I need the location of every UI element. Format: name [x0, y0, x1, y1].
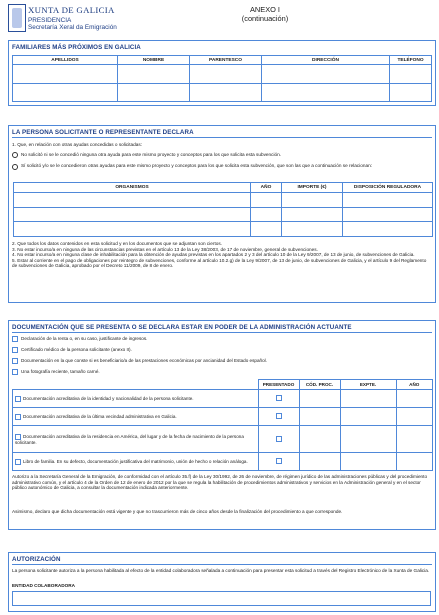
- check-prestaciones[interactable]: [12, 358, 18, 364]
- entidad-label: ENTIDAD COLABORADORA: [12, 583, 76, 588]
- cell-input[interactable]: [396, 408, 433, 426]
- cell-input[interactable]: [251, 207, 282, 222]
- check-fotografia-label: Una fotografía reciente, tamaño carné.: [21, 369, 100, 374]
- col-importe: IMPORTE (€): [282, 183, 343, 193]
- check-renta-label: Declaración de la renta o, en su caso, justificante de ingresos.: [21, 336, 148, 341]
- doc-row-label: Libro de familia. En su defecto, documentación justificativa del matrimonio, unión de hecho o relación análoga.: [23, 458, 248, 464]
- cell-input[interactable]: [118, 83, 190, 102]
- cell-input[interactable]: [396, 426, 433, 453]
- familiares-title: FAMILIARES MÁS PRÓXIMOS EN GALICIA: [12, 44, 141, 51]
- cell-input[interactable]: [14, 193, 251, 208]
- org-name: XUNTA DE GALICIA: [28, 5, 115, 15]
- col-expte: EXPTE.: [340, 380, 396, 390]
- continuacion-label: (continuación): [241, 14, 289, 23]
- doc-row-libro-familia: [13, 453, 259, 471]
- declara-item-2: 2. Que todos los datos contenidos en esta solicitud y en los documentos que se adjuntan son ciertos.: [12, 241, 223, 246]
- opt-si-label: Sí solicitó y/o se le concedieron otras ayudas para este mismo proyecto y conceptos para los que solicita esta subvención, que son las que a continuación se relacionan:: [21, 163, 372, 168]
- documentos-grid: [12, 379, 433, 471]
- radio-no-ayudas[interactable]: [12, 152, 18, 158]
- doc-row-vecindad: [13, 408, 259, 426]
- col-organismos: ORGANISMOS: [14, 183, 251, 193]
- col-cod-proc: CÓD. PROC.: [299, 380, 340, 390]
- cell-input[interactable]: [340, 453, 396, 471]
- autorizo-paragraph: Autorizo a la Secretaría General de la Emigración, de conformidad con el artículo 35.f) de la Ley 30/1992, de 26 de noviembre, de régimen jurídico de las administraciones públicas y del procedimiento administrativo común, y el artículo 4 de la Orden de 12 de enero de 2012 por la que se regula la habilitación de procedimientos administrativos y servicios en la Administración general y en el sector público autonómico de Galicia, a consultar la documentación indicada anteriormente.: [12, 474, 428, 491]
- cell-input[interactable]: [118, 65, 190, 84]
- col-disposicion: DISPOSICIÓN REGULADORA: [343, 183, 433, 193]
- check-certificado-label: Certificado médico de la persona solicitante (anexo II).: [21, 347, 132, 352]
- cell-input[interactable]: [262, 65, 390, 84]
- check-renta[interactable]: [12, 336, 18, 342]
- cell-input[interactable]: [14, 222, 251, 237]
- col-parentesco: PARENTESCO: [190, 56, 262, 65]
- declara-item-5: 5. Estar al corriente en el pago de obligaciones por reintegro de subvenciones, conforme al artículo 10.2.g) de la Ley 9/2007, de 13 de junio, de subvenciones de Galicia, y el artículo 9 del Reglamento de subvenciones de Galicia, aprobado por el Decreto 11/2009, de 8 de enero.: [12, 257, 427, 269]
- col-presentado: PRESENTADO: [258, 380, 299, 390]
- cell-input[interactable]: [13, 65, 118, 84]
- familiares-table: [12, 55, 432, 102]
- check-fotografia[interactable]: [12, 369, 18, 375]
- presidencia-label: PRESIDENCIA: [28, 17, 72, 24]
- col-telefono: TELÉFONO: [390, 56, 432, 65]
- check-prestaciones-label: Documentación en la que conste si es beneficiario/a de las prestaciones económicas por ancianidad del Estado español.: [21, 358, 267, 363]
- autorizacion-text: La persona solicitante autoriza a la persona habilitada al efecto de la entidad colaboradora señalada a continuación para presentar esta solicitud a través del Registro Electrónico de la Xunta de Galicia.: [12, 568, 430, 573]
- doc-row-identidad: [13, 390, 259, 408]
- presentado-checkbox[interactable]: [276, 436, 282, 442]
- documentacion-title: DOCUMENTACIÓN QUE SE PRESENTA O SE DECLARA ESTAR EN PODER DE LA ADMINISTRACIÓN ACTUANTE: [12, 324, 352, 331]
- presentado-checkbox[interactable]: [276, 395, 282, 401]
- xunta-logo: [8, 4, 26, 32]
- doc-row-label: Documentación acreditativa de la identidad y nacionalidad de la persona solicitante.: [23, 395, 194, 401]
- cell-input[interactable]: [340, 390, 396, 408]
- cell-input[interactable]: [262, 83, 390, 102]
- cell-input[interactable]: [299, 408, 340, 426]
- section-autorizacion: [8, 552, 436, 612]
- section-documentacion: [8, 320, 436, 530]
- col-ano: AÑO: [251, 183, 282, 193]
- section-familiares: [8, 40, 436, 106]
- cell-input[interactable]: [299, 426, 340, 453]
- cell-input[interactable]: [340, 408, 396, 426]
- cell-input[interactable]: [282, 207, 343, 222]
- doc-row-checkbox[interactable]: [15, 396, 21, 402]
- opt-no-label: No solicitó ni se le concedió ninguna otra ayuda para este mismo proyecto y conceptos para los que solicita esta subvención.: [21, 152, 282, 157]
- cell-input[interactable]: [190, 65, 262, 84]
- declara-item-3: 3. No estar incurso/a en ninguna de las circunstancias previstas en el artículo 13 de la Ley 38/2003, de 17 de noviembre, general de subvenciones.: [12, 246, 318, 252]
- entidad-colaboradora-field[interactable]: [12, 591, 431, 606]
- declara-title: LA PERSONA SOLICITANTE O REPRESENTANTE DECLARA: [12, 129, 194, 136]
- autorizacion-title: AUTORIZACIÓN: [12, 556, 61, 563]
- col-apellidos: APELLIDOS: [13, 56, 118, 65]
- doc-row-label: Documentación acreditativa de la última vecindad administrativa en Galicia.: [23, 413, 177, 419]
- declaro-paragraph: Asimismo, declaro que dicha documentación está vigente y que no trascurrieron más de cinco años desde la finalización del procedimiento a que corresponde.: [12, 509, 343, 514]
- presentado-checkbox[interactable]: [276, 413, 282, 419]
- cell-input[interactable]: [390, 83, 432, 102]
- cell-input[interactable]: [340, 426, 396, 453]
- cell-input[interactable]: [13, 83, 118, 102]
- col-ano-doc: AÑO: [396, 380, 433, 390]
- cell-input[interactable]: [282, 193, 343, 208]
- cell-input[interactable]: [396, 453, 433, 471]
- cell-input[interactable]: [299, 390, 340, 408]
- cell-input[interactable]: [343, 207, 433, 222]
- doc-row-checkbox[interactable]: [15, 414, 21, 420]
- col-nombre: NOMBRE: [118, 56, 190, 65]
- declara-item-4: 4. No estar incurso/a en ninguna clase de inhabilitación para la obtención de ayudas previstas en los apartados 2 y 3 del artículo 10 de la Ley 9/2007, de 13 de junio, de subvenciones de Galicia.: [12, 252, 415, 258]
- cell-input[interactable]: [299, 453, 340, 471]
- cell-input[interactable]: [343, 193, 433, 208]
- cell-input[interactable]: [396, 390, 433, 408]
- ayudas-table: [13, 182, 433, 237]
- presentado-checkbox[interactable]: [276, 458, 282, 464]
- cell-input[interactable]: [251, 193, 282, 208]
- cell-input[interactable]: [390, 65, 432, 84]
- cell-input[interactable]: [282, 222, 343, 237]
- cell-input[interactable]: [251, 222, 282, 237]
- q1-text: 1. Que, en relación con otras ayudas concedidas o solicitadas:: [12, 142, 143, 147]
- declara-items: [12, 241, 430, 269]
- col-direccion: DIRECCIÓN: [262, 56, 390, 65]
- secretaria-label: Secretaría Xeral da Emigración: [28, 24, 117, 31]
- check-certificado-medico[interactable]: [12, 347, 18, 353]
- cell-input[interactable]: [190, 83, 262, 102]
- anexo-label: ANEXO I: [250, 5, 280, 14]
- doc-row-label: Documentación acreditativa de la residencia en América, del lugar y de la fecha de nacimiento de la persona solicitante.: [15, 433, 244, 445]
- cell-input[interactable]: [14, 207, 251, 222]
- cell-input[interactable]: [343, 222, 433, 237]
- radio-si-ayudas[interactable]: [12, 164, 18, 170]
- doc-row-checkbox[interactable]: [15, 459, 21, 465]
- doc-row-residencia: [13, 426, 259, 453]
- section-declara: [8, 125, 436, 303]
- anexo-title: [205, 5, 325, 23]
